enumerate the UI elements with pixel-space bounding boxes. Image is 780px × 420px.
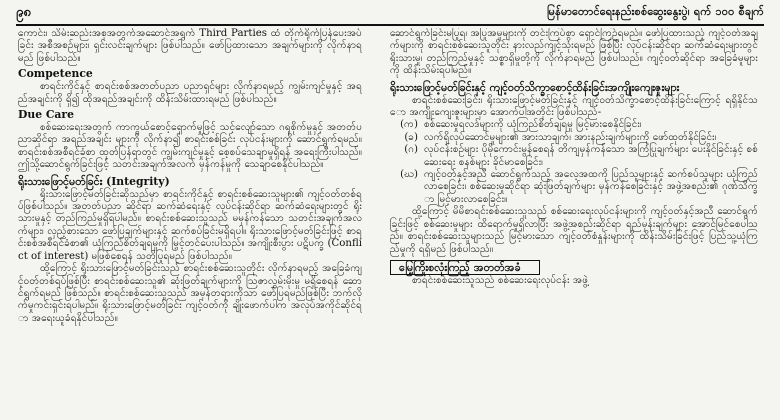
heading-due-care: Due Care xyxy=(18,108,74,122)
left-column xyxy=(18,28,362,416)
list-marker: (က) xyxy=(400,119,418,131)
heading-competence: Competence xyxy=(18,67,93,81)
page-header xyxy=(16,2,764,24)
list-item-text: လက်ရှိလုပ်ဆောင်မှုများ၏ အားသာချက်၊ အားနည်းချက်များကို ဖော်ထုတ်နိုင်ခြင်း၊ xyxy=(424,131,717,143)
left-paragraph-5: ထို့ကြောင့် ရိုးသားဖြောင့်မတ်ခြင်းသည် စာရင်းစစ်ဆေးသူတိုင်း လိုက်နာရမည့် အခြေခံကျင့်ဝတ်တစ်ရပ်ဖြစ်ပြီး စာရင်းစစ်ဆေးသူ၏ ဆုံးဖြတ်ချက်များကို သြဇာလွှမ်းမိုးမှု မရှိစေရန် ဆောင်ရွက်ရမည် ဖြစ်သည်။ စာရင်းစစ်ဆေးသူသည် အမှန်တရားကိုသာ ဖော်ပြရမည်ဖြစ်ပြီး ဘက်လိုက်မှုကင်းရှင်းရပါမည်။ ရိုးသားဖြောင့်မတ်ခြင်း ကျင့်ဝတ်ကို ချိုးဖောက်ပါက အလုပ်အကိုင်ဆိုင်ရာ အရေးယူခံရနိုင်ပါသည်။ xyxy=(18,263,362,324)
list-item-text: လုပ်ငန်းစဉ်များ ပိုမိုကောင်းမွန်စေရန် တိကျမှန်ကန်သော အကြံပြုချက်များ ပေးနိုင်ခြင်းနှင့် စစ်ဆေးရေး စနစ်များ ခိုင်မာစေခြင်း၊ xyxy=(424,144,758,168)
list-marker: (ဂ) xyxy=(404,144,418,156)
list-item xyxy=(390,119,758,131)
running-title: မြန်မာတောင်ရေးနည်းစစ်ဆွေးနွေးပွဲ၊ ရက် ၁၀၀ စီချက် xyxy=(546,5,764,18)
left-paragraph-3: စစ်ဆေးရေးအတွက် ကာကွယ်စောင့်ရှောက်မှုဖြင့် သင့်လျော်သော ဂရုစိုက်မှုနှင့် အတတ်ပညာဆိုင်ရာ အရည်အချင်း များကို လိုက်နာ၍ စာရင်းစစ်ခြင်း လုပ်ငန်းများကို ဆောင်ရွက်ရမည်။ စာရင်းစစ်အစီရင်ခံစာ ထုတ်ပြန်ရာတွင် ကျွမ်းကျင်မှုနှင့် စေ့စပ်သေချာမှုရှိရန် အရေးကြီးပါသည်။ ဤသို့ဆောင်ရွက်ခြင်းဖြင့် သတင်းအချက်အလက် မှန်ကန်မှုကို သေချာစေနိုင်ပါသည်။ xyxy=(18,122,362,171)
list-item xyxy=(390,132,758,144)
list-item xyxy=(390,144,758,169)
header-rule xyxy=(16,24,764,26)
heading-integrity: ရိုးသားဖြောင့်မတ်ခြင်း (Integrity) xyxy=(18,174,170,188)
page-number: ၉၈ xyxy=(16,4,31,20)
left-paragraph-4: ရိုးသားဖြောင့်မတ်ခြင်းဆိုသည်မှာ စာရင်းကိုင်နှင့် စာရင်းစစ်ဆေးသူများ၏ ကျင့်ဝတ်တစ်ရပ်ဖြစ်ပါသည်။ အတတ်ပညာ ဆိုင်ရာ ဆက်ဆံရေးနှင့် လုပ်ငန်းဆိုင်ရာ ဆက်ဆံရေးများတွင် ရိုးသားမှုနှင့် တည်ကြည်မှုရှိရပါမည်။ စာရင်းစစ်ဆေးသူသည် မမှန်ကန်သော သတင်းအချက်အလက်များ၊ လှည့်စားသော ဖော်ပြချက်များနှင့် ဆက်စပ်ခြင်းမရှိရပါ။ ရိုးသားဖြောင့်မတ်ခြင်းဖြင့် စာရင်းစစ်အစီရင်ခံစာ၏ ယုံကြည်စိတ်ချရမှုကို မြှင့်တင်ပေးပါသည်။ အကျိုးစီးပွား ပဋိပက္ခ (Conflict of interest) မဖြစ်စေရန် သတိပြုရမည် ဖြစ်ပါသည်။ xyxy=(18,188,362,262)
benefits-list xyxy=(390,119,758,206)
list-item xyxy=(390,169,758,206)
right-paragraph-4: စာရင်းစစ်ဆေးသူသည် စစ်ဆေးရေးလုပ်ငန်း အဖွဲ့ xyxy=(412,275,589,287)
left-paragraph-2: စာရင်းကိုင်နှင့် စာရင်းစစ်အတတ်ပညာ ပညာရှင်များ လိုက်နာရမည့် ကျွမ်းကျင်မှုနှင့် အရည်အချင်းကို ရှိ၍ ထိုအရည်အချင်းကို ထိန်းသိမ်းထားရမည် ဖြစ်ပါသည်။ xyxy=(18,81,362,105)
right-paragraph-2: စာရင်းစစ်ဆေးခြင်း၊ ရိုးသားဖြောင့်မတ်ခြင်းနှင့် ကျင့်ဝတ်သိက္ခာစောင့်ထိန်းခြင်းကြောင့် ရရှိနိုင်သော အကျိုးကျေးဇူးများမှာ အောက်ပါအတိုင်း ဖြစ်ပါသည်- xyxy=(390,94,758,119)
right-paragraph-1: ဆောင်ရွက်ခြင်းမပြုရ၊ အပြုအမူများကို တင်းကြပ်စွာ ရှောင်ကြဉ်ရမည်။ ဖော်ပြထားသည့် ကျင့်ဝတ်အချက်များကို စာရင်းစစ်ဆေးသူတိုင်း နားလည်ကျင့်သုံးရမည် ဖြစ်ပြီး လုပ်ငန်းဆိုင်ရာ ဆက်ဆံရေးများတွင် ရိုးသားမှု၊ တည်ကြည်မှုနှင့် သစ္စာရှိမှုတို့ကို လိုက်နာရမည် ဖြစ်ပါသည်။ ကျင့်ဝတ်ဆိုင်ရာ အခြေခံမူများကို ထိန်းသိမ်းရပါမည်။ xyxy=(390,28,758,77)
list-item-text: စစ်ဆေးမှုရလဒ်များကို ယုံကြည်စိတ်ချရမှု မြင့်မားစေနိုင်ခြင်း၊ xyxy=(424,119,642,131)
list-item-text: ကျင့်ဝတ်နှင့်အညီ ဆောင်ရွက်သည့် အလေ့အထကို ပြည်သူများနှင့် ဆက်စပ်သူများ ယုံကြည်လာစေခြင်း၊ စစ်ဆေးမှုဆိုင်ရာ ဆုံးဖြတ်ချက်များ မှန်ကန်စေခြင်းနှင့် အဖွဲ့အစည်း၏ ဂုဏ်သိက္ခာ မြင့်မားလာစေခြင်း။ xyxy=(424,169,758,205)
heading-benefits: ရိုးသားဖြောင့်မတ်ခြင်းနှင့် ကျင့်ဝတ်သိက္ခာစောင့်ထိန်းခြင်းအကျိုးကျေးဇူးများ xyxy=(390,80,680,94)
list-marker: (ဃ) xyxy=(400,169,418,181)
boxed-heading: မြေ့ကြိုးစလုံးကြည့် အတတ်အခံ xyxy=(390,260,540,275)
right-column xyxy=(390,28,758,416)
list-marker: (ခ) xyxy=(404,131,418,143)
left-paragraph-1: ကောင်း၊ သိမ်းဆည်းအစုအတွက်အဆောင်အရွက် Third Parties ထံ တိုက်ရိုက်ပြန်ပေးအပ်ခြင်း အစီအစဉ်များ၊ ရှင်းလင်းချက်များ ဖြစ်ပါသည်။ ဖော်ပြထားသော အချက်များကို လိုက်နာရမည် ဖြစ်ပါသည်။ xyxy=(18,28,362,64)
right-paragraph-3: ထို့ကြောင့် မိမိစာရင်းစစ်ဆေးသူသည် စစ်ဆေးရေးလုပ်ငန်းများကို ကျင့်ဝတ်နှင့်အညီ ဆောင်ရွက်ခြင်းဖြင့် စစ်ဆေးမှုများ ထိရောက်မှုရှိလာပြီး အဖွဲ့အစည်းဆိုင်ရာ ရည်မှန်းချက်များ အောင်မြင်စေပါသည်။ စာရင်းစစ်ဆေးသူများသည် မြင့်မားသော ကျင့်ဝတ်စံနှုန်းများကို ထိန်းသိမ်းခြင်းဖြင့် ပြည်သူ့ယုံကြည်မှုကို ရရှိမည် ဖြစ်ပါသည်။ xyxy=(390,206,758,255)
